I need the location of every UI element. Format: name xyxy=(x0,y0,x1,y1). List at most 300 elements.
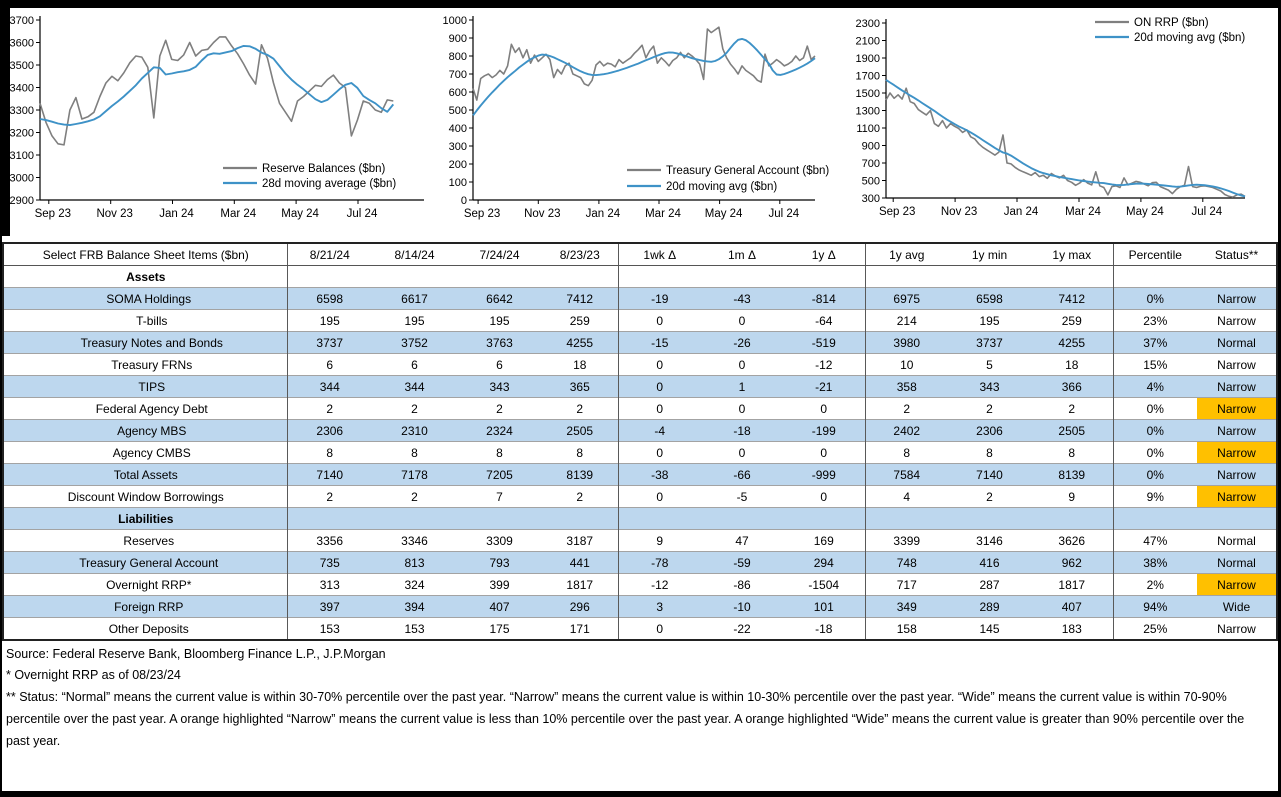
value-cell: 171 xyxy=(542,618,618,641)
value-cell: 4 xyxy=(865,486,948,508)
value-cell xyxy=(542,266,618,288)
status-cell xyxy=(1197,508,1277,530)
value-cell: 6 xyxy=(287,354,372,376)
x-tick-label: Sep 23 xyxy=(34,208,72,220)
value-cell: -4 xyxy=(618,420,701,442)
value-cell xyxy=(948,266,1031,288)
value-cell: 18 xyxy=(542,354,618,376)
section-row xyxy=(3,508,1277,530)
header-cell: 7/24/24 xyxy=(457,243,542,266)
row-label: Treasury General Account xyxy=(3,552,287,574)
status-cell: Narrow xyxy=(1197,420,1277,442)
value-cell: 3399 xyxy=(865,530,948,552)
y-tick-label: 500 xyxy=(448,105,467,117)
value-cell: 407 xyxy=(457,596,542,618)
charts-row xyxy=(2,8,1278,236)
x-tick-label: Sep 23 xyxy=(463,208,501,220)
y-tick-label: 900 xyxy=(861,140,880,153)
legend-label: 28d moving average ($bn) xyxy=(262,178,397,190)
row-label: Reserves xyxy=(3,530,287,552)
legend-label: Reserve Balances ($bn) xyxy=(262,163,386,175)
value-cell: 1817 xyxy=(1031,574,1113,596)
value-cell: 214 xyxy=(865,310,948,332)
value-cell: 3737 xyxy=(287,332,372,354)
x-tick-label: Jul 24 xyxy=(346,208,378,220)
value-cell: 4255 xyxy=(1031,332,1113,354)
x-tick-label: Jan 24 xyxy=(159,208,194,220)
y-tick-label: 2900 xyxy=(9,195,34,207)
table-row xyxy=(3,398,1277,420)
value-cell xyxy=(701,266,783,288)
table-row xyxy=(3,574,1277,596)
value-cell xyxy=(1031,266,1113,288)
y-tick-label: 2100 xyxy=(855,35,880,48)
status-cell: Normal xyxy=(1197,552,1277,574)
value-cell: 3737 xyxy=(948,332,1031,354)
row-label: TIPS xyxy=(3,376,287,398)
value-cell: 37% xyxy=(1113,332,1197,354)
value-cell: 416 xyxy=(948,552,1031,574)
value-cell: 324 xyxy=(372,574,457,596)
y-tick-label: 3100 xyxy=(9,150,34,162)
value-cell: 2 xyxy=(1031,398,1113,420)
table-row xyxy=(3,442,1277,464)
value-cell: 3346 xyxy=(372,530,457,552)
header-cell: 8/21/24 xyxy=(287,243,372,266)
header-cell: 8/23/23 xyxy=(542,243,618,266)
value-cell: 365 xyxy=(542,376,618,398)
value-cell xyxy=(618,266,701,288)
value-cell xyxy=(457,508,542,530)
value-cell xyxy=(287,266,372,288)
status-cell: Narrow xyxy=(1197,486,1277,508)
table-row xyxy=(3,420,1277,442)
value-cell: 1 xyxy=(701,376,783,398)
value-cell xyxy=(1031,508,1113,530)
header-cell: 1y Δ xyxy=(783,243,865,266)
x-tick-label: Mar 24 xyxy=(220,208,257,220)
value-cell: 195 xyxy=(287,310,372,332)
status-cell: Normal xyxy=(1197,332,1277,354)
row-label: Total Assets xyxy=(3,464,287,486)
value-cell: 8 xyxy=(948,442,1031,464)
status-cell: Narrow xyxy=(1197,376,1277,398)
value-cell: 2324 xyxy=(457,420,542,442)
value-cell: 4% xyxy=(1113,376,1197,398)
value-cell: 94% xyxy=(1113,596,1197,618)
value-cell: -10 xyxy=(701,596,783,618)
value-cell: 7584 xyxy=(865,464,948,486)
row-label: Treasury Notes and Bonds xyxy=(3,332,287,354)
x-tick-label: Mar 24 xyxy=(1065,206,1101,218)
value-cell xyxy=(865,508,948,530)
legend-label: Treasury General Account ($bn) xyxy=(666,165,830,177)
table-row xyxy=(3,354,1277,376)
value-cell: 313 xyxy=(287,574,372,596)
value-cell: 0 xyxy=(783,398,865,420)
value-cell: 0 xyxy=(618,618,701,641)
table-row xyxy=(3,486,1277,508)
value-cell: -5 xyxy=(701,486,783,508)
y-tick-label: 200 xyxy=(448,159,467,171)
y-tick-label: 3300 xyxy=(9,105,34,117)
header-cell: 1m Δ xyxy=(701,243,783,266)
value-cell: 3146 xyxy=(948,530,1031,552)
status-cell: Narrow xyxy=(1197,398,1277,420)
value-cell: 9 xyxy=(618,530,701,552)
value-cell: 2 xyxy=(372,398,457,420)
status-cell xyxy=(1197,266,1277,288)
value-cell: 259 xyxy=(542,310,618,332)
value-cell: 6 xyxy=(457,354,542,376)
value-cell: 962 xyxy=(1031,552,1113,574)
y-tick-label: 1900 xyxy=(855,53,880,65)
value-cell: 2% xyxy=(1113,574,1197,596)
value-cell: -814 xyxy=(783,288,865,310)
value-cell: -86 xyxy=(701,574,783,596)
value-cell: 8139 xyxy=(1031,464,1113,486)
y-tick-label: 300 xyxy=(861,193,880,205)
value-cell: 344 xyxy=(372,376,457,398)
value-cell: 3187 xyxy=(542,530,618,552)
value-cell: 9% xyxy=(1113,486,1197,508)
value-cell: 7178 xyxy=(372,464,457,486)
value-cell xyxy=(1113,266,1197,288)
row-label: Assets xyxy=(3,266,287,288)
value-cell: 344 xyxy=(287,376,372,398)
y-tick-label: 700 xyxy=(448,69,467,81)
x-tick-label: Nov 23 xyxy=(96,208,133,220)
value-cell xyxy=(701,508,783,530)
value-cell: 145 xyxy=(948,618,1031,641)
y-tick-label: 1000 xyxy=(442,15,467,27)
value-cell: 175 xyxy=(457,618,542,641)
y-tick-label: 1500 xyxy=(855,88,880,100)
value-cell: 4255 xyxy=(542,332,618,354)
value-cell: -1504 xyxy=(783,574,865,596)
value-cell: 3626 xyxy=(1031,530,1113,552)
value-cell: 25% xyxy=(1113,618,1197,641)
status-cell: Wide xyxy=(1197,596,1277,618)
value-cell: 5 xyxy=(948,354,1031,376)
status-definition-note: ** Status: “Normal” means the current value is within 30-70% percentile over the past year. “Narrow” means the current value is within 10-30% percentile over the past year. “Wide” means the current value is within 70-90% percentile over the past year. A orange highlighted “Narrow” means the current value is less than 10% percentile over the past year. A orange highlighted “Wide” means the current value is greater than 90% percentile over the past year. xyxy=(6,690,1245,748)
row-label: Treasury FRNs xyxy=(3,354,287,376)
y-tick-label: 3000 xyxy=(9,172,34,185)
value-cell xyxy=(457,266,542,288)
x-tick-label: May 24 xyxy=(704,208,743,220)
value-cell: 7140 xyxy=(287,464,372,486)
value-cell xyxy=(783,508,865,530)
value-cell: 3 xyxy=(618,596,701,618)
value-cell: 294 xyxy=(783,552,865,574)
row-label: Foreign RRP xyxy=(3,596,287,618)
on-rrp-chart-svg xyxy=(855,8,1278,236)
status-cell: Narrow xyxy=(1197,464,1277,486)
x-tick-label: Jul 24 xyxy=(768,208,800,220)
value-cell: 0 xyxy=(618,354,701,376)
header-cell: Status** xyxy=(1197,243,1277,266)
value-cell: 259 xyxy=(1031,310,1113,332)
x-tick-label: May 24 xyxy=(281,208,319,220)
value-cell: -26 xyxy=(701,332,783,354)
y-tick-label: 3500 xyxy=(9,60,34,72)
value-cell: -999 xyxy=(783,464,865,486)
value-cell: 0 xyxy=(701,354,783,376)
y-tick-label: 2300 xyxy=(855,18,880,30)
value-cell: 18 xyxy=(1031,354,1113,376)
rrp-asof-note: * Overnight RRP as of 08/23/24 xyxy=(6,668,181,682)
value-cell xyxy=(542,508,618,530)
value-cell: 8 xyxy=(372,442,457,464)
value-cell xyxy=(783,266,865,288)
table-row xyxy=(3,332,1277,354)
y-tick-label: 3600 xyxy=(9,37,34,50)
value-cell: 3763 xyxy=(457,332,542,354)
value-cell: 6598 xyxy=(287,288,372,310)
y-tick-label: 300 xyxy=(448,141,467,153)
value-cell xyxy=(618,508,701,530)
value-cell: -64 xyxy=(783,310,865,332)
value-cell: 8 xyxy=(1031,442,1113,464)
value-cell: 0% xyxy=(1113,420,1197,442)
y-tick-label: 800 xyxy=(448,51,467,63)
y-tick-label: 3700 xyxy=(9,15,34,27)
value-cell: 0 xyxy=(701,310,783,332)
value-cell: 399 xyxy=(457,574,542,596)
value-cell: 0% xyxy=(1113,464,1197,486)
value-cell: -66 xyxy=(701,464,783,486)
row-label: SOMA Holdings xyxy=(3,288,287,310)
value-cell: 441 xyxy=(542,552,618,574)
value-cell: 2 xyxy=(457,398,542,420)
value-cell: 0 xyxy=(783,442,865,464)
footnotes xyxy=(2,641,1278,752)
value-cell: 0 xyxy=(618,398,701,420)
value-cell: 2 xyxy=(287,398,372,420)
value-cell: 0% xyxy=(1113,442,1197,464)
value-cell: 2505 xyxy=(542,420,618,442)
row-label: T-bills xyxy=(3,310,287,332)
value-cell: 2 xyxy=(948,486,1031,508)
value-cell: 343 xyxy=(457,376,542,398)
value-cell xyxy=(287,508,372,530)
value-cell: 2 xyxy=(865,398,948,420)
treasury-general-account-chart-svg xyxy=(434,8,858,236)
value-cell xyxy=(1113,508,1197,530)
value-cell: 287 xyxy=(948,574,1031,596)
value-cell: 394 xyxy=(372,596,457,618)
value-cell: 169 xyxy=(783,530,865,552)
table-row xyxy=(3,596,1277,618)
row-label: Discount Window Borrowings xyxy=(3,486,287,508)
value-cell: 6598 xyxy=(948,288,1031,310)
legend-label: 20d moving avg ($bn) xyxy=(1134,32,1246,44)
header-cell: Percentile xyxy=(1113,243,1197,266)
value-cell: 2 xyxy=(542,486,618,508)
x-tick-label: May 24 xyxy=(1126,206,1164,218)
value-cell: 2402 xyxy=(865,420,948,442)
y-tick-label: 3200 xyxy=(9,127,34,140)
row-label: Overnight RRP* xyxy=(3,574,287,596)
value-cell: 7205 xyxy=(457,464,542,486)
row-label: Other Deposits xyxy=(3,618,287,641)
value-cell: 183 xyxy=(1031,618,1113,641)
x-tick-label: Nov 23 xyxy=(940,206,978,218)
value-cell: -15 xyxy=(618,332,701,354)
row-label: Agency CMBS xyxy=(3,442,287,464)
header-cell: 1y max xyxy=(1031,243,1113,266)
x-tick-label: Jan 24 xyxy=(585,208,621,220)
value-cell: 7 xyxy=(457,486,542,508)
x-tick-label: Mar 24 xyxy=(645,208,681,220)
row-label: Federal Agency Debt xyxy=(3,398,287,420)
status-cell: Narrow xyxy=(1197,310,1277,332)
value-cell: 2 xyxy=(542,398,618,420)
value-cell: 2505 xyxy=(1031,420,1113,442)
value-cell: 7412 xyxy=(542,288,618,310)
value-cell: 343 xyxy=(948,376,1031,398)
value-cell: -199 xyxy=(783,420,865,442)
value-cell: 6 xyxy=(372,354,457,376)
section-row xyxy=(3,266,1277,288)
treasury-general-account-chart xyxy=(434,8,858,236)
x-tick-label: Jul 24 xyxy=(1191,206,1223,218)
value-cell: 195 xyxy=(457,310,542,332)
value-cell: -18 xyxy=(783,618,865,641)
value-cell: 0 xyxy=(618,442,701,464)
value-cell: 1817 xyxy=(542,574,618,596)
status-cell: Narrow xyxy=(1197,574,1277,596)
value-cell: 101 xyxy=(783,596,865,618)
value-cell: 6642 xyxy=(457,288,542,310)
value-cell: 0% xyxy=(1113,398,1197,420)
y-tick-label: 3400 xyxy=(9,82,34,95)
value-cell xyxy=(372,508,457,530)
table-row xyxy=(3,552,1277,574)
data-line xyxy=(886,88,1245,197)
value-cell: 2306 xyxy=(287,420,372,442)
value-cell xyxy=(372,266,457,288)
status-cell: Narrow xyxy=(1197,442,1277,464)
value-cell: 296 xyxy=(542,596,618,618)
header-cell: 1y avg xyxy=(865,243,948,266)
value-cell: -78 xyxy=(618,552,701,574)
y-tick-label: 500 xyxy=(861,175,880,188)
value-cell: 3752 xyxy=(372,332,457,354)
reserve-balances-chart xyxy=(10,8,434,236)
x-tick-label: Nov 23 xyxy=(524,208,561,220)
value-cell: 0 xyxy=(618,486,701,508)
header-cell: 8/14/24 xyxy=(372,243,457,266)
row-label: Liabilities xyxy=(3,508,287,530)
value-cell: 9 xyxy=(1031,486,1113,508)
value-cell: 397 xyxy=(287,596,372,618)
value-cell: 2 xyxy=(287,486,372,508)
value-cell: 23% xyxy=(1113,310,1197,332)
status-cell: Narrow xyxy=(1197,354,1277,376)
value-cell: 8139 xyxy=(542,464,618,486)
value-cell: 407 xyxy=(1031,596,1113,618)
x-tick-label: Jan 24 xyxy=(1003,206,1039,218)
value-cell: 2306 xyxy=(948,420,1031,442)
value-cell: 2 xyxy=(948,398,1031,420)
value-cell: -43 xyxy=(701,288,783,310)
value-cell: 10 xyxy=(865,354,948,376)
value-cell: 813 xyxy=(372,552,457,574)
value-cell: -18 xyxy=(701,420,783,442)
status-cell: Normal xyxy=(1197,530,1277,552)
value-cell xyxy=(865,266,948,288)
balance-sheet-table xyxy=(2,242,1278,641)
y-tick-label: 100 xyxy=(448,177,467,189)
row-label: Agency MBS xyxy=(3,420,287,442)
x-tick-label: Sep 23 xyxy=(878,206,916,218)
value-cell: -21 xyxy=(783,376,865,398)
value-cell: 195 xyxy=(948,310,1031,332)
value-cell: -12 xyxy=(618,574,701,596)
table-row xyxy=(3,530,1277,552)
table-row xyxy=(3,376,1277,398)
reserve-balances-chart-svg xyxy=(10,8,434,236)
value-cell: 735 xyxy=(287,552,372,574)
value-cell: 0 xyxy=(701,442,783,464)
table-row xyxy=(3,310,1277,332)
value-cell: 3980 xyxy=(865,332,948,354)
value-cell: 366 xyxy=(1031,376,1113,398)
table-row xyxy=(3,618,1277,641)
value-cell: 2310 xyxy=(372,420,457,442)
value-cell: 0 xyxy=(701,398,783,420)
y-tick-label: 700 xyxy=(861,158,880,170)
y-tick-label: 0 xyxy=(460,195,467,207)
value-cell: 0% xyxy=(1113,288,1197,310)
value-cell: 7140 xyxy=(948,464,1031,486)
value-cell: -12 xyxy=(783,354,865,376)
value-cell: -38 xyxy=(618,464,701,486)
value-cell: 748 xyxy=(865,552,948,574)
value-cell: 0 xyxy=(783,486,865,508)
table-row xyxy=(3,464,1277,486)
value-cell: 349 xyxy=(865,596,948,618)
y-tick-label: 600 xyxy=(448,87,467,99)
value-cell: 6617 xyxy=(372,288,457,310)
value-cell: -22 xyxy=(701,618,783,641)
value-cell: 7412 xyxy=(1031,288,1113,310)
value-cell: -519 xyxy=(783,332,865,354)
value-cell: 8 xyxy=(542,442,618,464)
table-header-row xyxy=(3,243,1277,266)
source-note: Source: Federal Reserve Bank, Bloomberg Finance L.P., J.P.Morgan xyxy=(6,647,386,661)
value-cell: 3356 xyxy=(287,530,372,552)
value-cell: 8 xyxy=(865,442,948,464)
content-area xyxy=(2,8,1278,791)
on-rrp-chart xyxy=(855,8,1278,236)
y-tick-label: 1100 xyxy=(856,123,880,135)
value-cell: 38% xyxy=(1113,552,1197,574)
legend-label: ON RRP ($bn) xyxy=(1134,17,1209,29)
legend-label: 20d moving avg ($bn) xyxy=(666,181,778,193)
table-row xyxy=(3,288,1277,310)
value-cell: 6975 xyxy=(865,288,948,310)
header-cell: Select FRB Balance Sheet Items ($bn) xyxy=(3,243,287,266)
y-tick-label: 1700 xyxy=(855,70,880,83)
value-cell: 47% xyxy=(1113,530,1197,552)
value-cell: 15% xyxy=(1113,354,1197,376)
value-cell: 158 xyxy=(865,618,948,641)
value-cell: -59 xyxy=(701,552,783,574)
value-cell: 8 xyxy=(287,442,372,464)
value-cell: 717 xyxy=(865,574,948,596)
